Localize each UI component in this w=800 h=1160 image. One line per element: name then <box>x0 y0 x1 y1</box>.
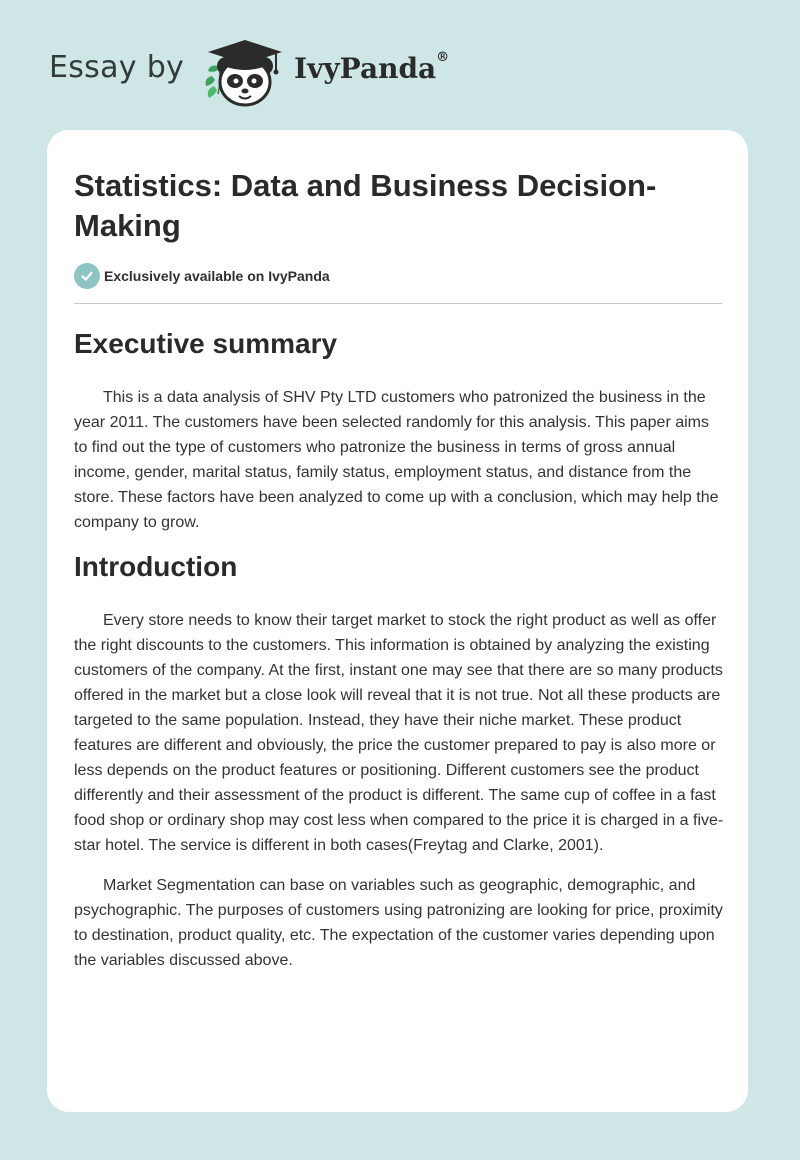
divider <box>74 303 722 304</box>
site-header <box>49 34 549 110</box>
essay-by-label: Essay by <box>49 50 185 85</box>
check-icon <box>74 263 100 289</box>
section-heading-executive-summary: Executive summary <box>74 328 338 359</box>
paragraph: Market Segmentation can base on variables such as geographic, demographic, and psychographic. The purposes of customers using patronizing are looking for price, proximity to destination, product quality, etc. The expectation of the customer varies depending upon the variables discussed above. <box>74 877 723 969</box>
paragraph: Every store needs to know their target market to stock the right product as well as offer the right discounts to the customers. This information is obtained by analyzing the existing customers of the company. At the first, instant one may see that there are so many products offered in the market but a close look will reveal that it is not true. Not all these products are targeted to the same population. Instead, they have their niche market. These product features are different and obviously, the price the customer prepared to pay is also more or less depends on the product features or positioning. Different customers see the product differently and their assessment of the product is different. The same cup of coffee in a fast food shop or ordinary shop may cost less when compared to the price it is charged in a five-star hotel. The service is different in both cases(Freytag and Clarke, 2001). <box>74 612 724 854</box>
brand-name[interactable]: IvyPanda® <box>294 50 450 85</box>
badge-label: Exclusively available on IvyPanda <box>104 268 330 284</box>
panda-mascot-icon[interactable] <box>202 36 288 110</box>
registered-mark: ® <box>436 50 450 65</box>
essay-body <box>74 326 724 973</box>
paragraph: This is a data analysis of SHV Pty LTD customers who patronized the business in the year 2011. The customers have been selected randomly for this analysis. This paper aims to find out the type of customers who patronize the business in terms of gross annual income, gender, marital status, family status, employment status, and distance from the store. These factors have been analyzed to come up with a conclusion, which may help the company to grow. <box>74 389 719 531</box>
page-title: Statistics: Data and Business Decision-Making <box>74 168 657 243</box>
section-heading-introduction: Introduction <box>74 551 238 582</box>
essay-card <box>47 130 748 1112</box>
exclusive-badge <box>74 263 330 289</box>
